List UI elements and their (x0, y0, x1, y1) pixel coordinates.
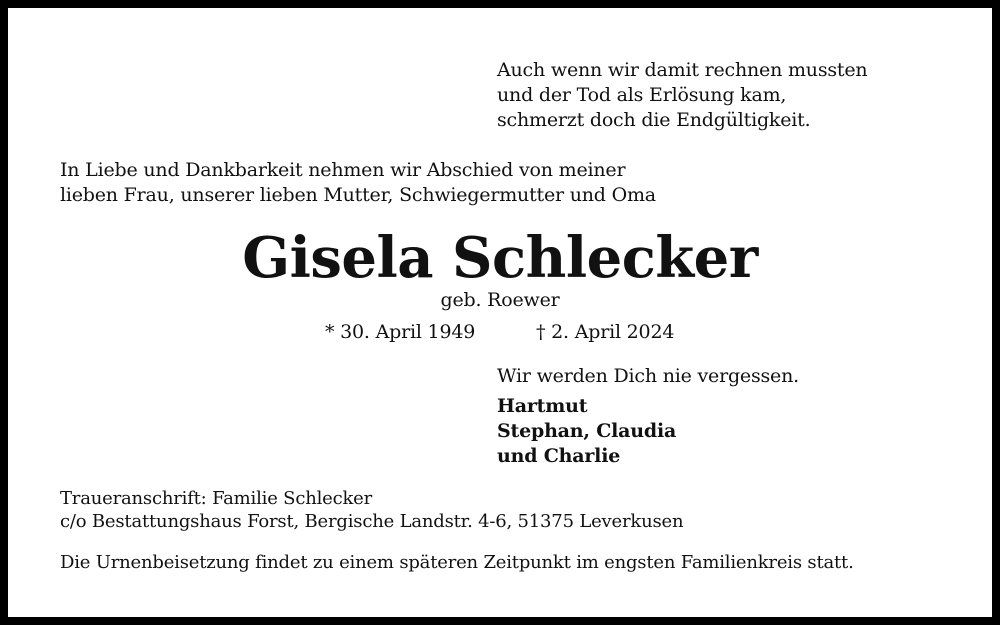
intro-line-2: lieben Frau, unserer lieben Mutter, Schwiegermutter und Oma (60, 184, 656, 206)
address-line-2: c/o Bestattungshaus Forst, Bergische Landstr. 4-6, 51375 Leverkusen (60, 511, 684, 532)
intro-line-1: In Liebe und Dankbarkeit nehmen wir Abschied von meiner (60, 159, 626, 181)
mourner-1: Hartmut (497, 395, 588, 417)
address-line-1: Traueranschrift: Familie Schlecker (60, 488, 373, 509)
quote-line-3: schmerzt doch die Endgültigkeit. (497, 109, 811, 131)
mourner-2: Stephan, Claudia (497, 420, 677, 442)
deceased-name: Gisela Schlecker (242, 225, 758, 291)
birth-date: * 30. April 1949 (325, 321, 476, 343)
burial-note: Die Urnenbeisetzung findet zu einem späteren Zeitpunkt im engsten Familienkreis statt. (60, 552, 854, 573)
quote-line-1: Auch wenn wir damit rechnen mussten (497, 59, 868, 81)
obituary-notice (8, 8, 992, 617)
quote-line-2: und der Tod als Erlösung kam, (497, 84, 787, 106)
mourner-3: und Charlie (497, 445, 621, 467)
maiden-name: geb. Roewer (440, 289, 560, 311)
death-date: † 2. April 2024 (536, 321, 675, 343)
farewell-line: Wir werden Dich nie vergessen. (497, 365, 799, 387)
